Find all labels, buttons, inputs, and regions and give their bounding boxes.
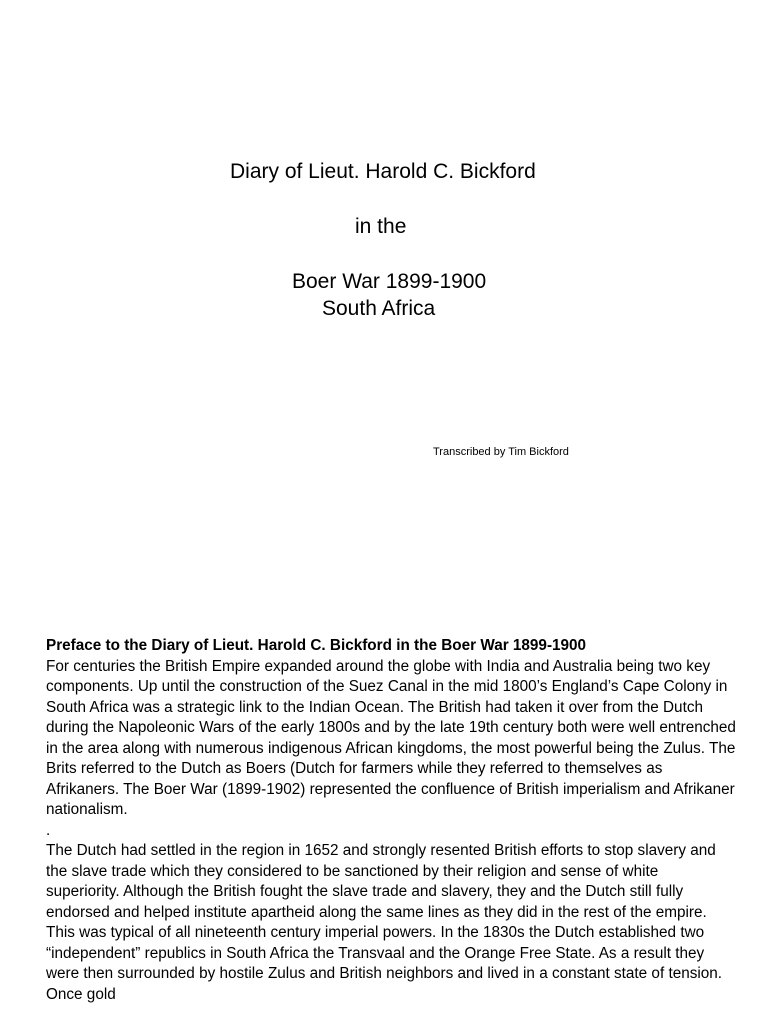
cover-title-line-4: South Africa xyxy=(322,297,436,320)
preface-paragraph-1: For centuries the British Empire expanded around the globe with India and Australia being two key components. Up until the construction of the Suez Canal in the mid 1800’s England’s Cape Colony in South Africa was a strategic link to the Indian Ocean. The British had taken it over from the Dutch during the Napoleonic Wars of the early 1800s and by the late 19th century both were well entrenched in the area along with numerous indigenous African kingdoms, the most powerful being the Zulus. The Brits referred to the Dutch as Boers (Dutch for farmers while they referred to themselves as Afrikaners. The Boer War (1899-1902) represented the confluence of British imperialism and Afrikaner nationalism. xyxy=(46,657,736,818)
preface-section xyxy=(46,636,736,1005)
preface-heading: Preface to the Diary of Lieut. Harold C. Bickford in the Boer War 1899-1900 xyxy=(46,637,587,654)
preface-paragraph-2: The Dutch had settled in the region in 1652 and strongly resented British efforts to stop slavery and the slave trade which they considered to be sanctioned by their religion and sense of white superiority. Although the British fought the slave trade and slavery, they and the Dutch still fully endorsed and helped institute apartheid along the same lines as they did in the rest of the empire. This was typical of all nineteenth century imperial powers. In the 1830s the Dutch established two “independent” republics in South Africa the Transvaal and the Orange Free State. As a result they were then surrounded by hostile Zulus and British neighbors and lived in a constant state of tension. Once gold xyxy=(46,842,723,1003)
cover-title-line-3: Boer War 1899-1900 xyxy=(292,270,487,293)
cover-title-line-2: in the xyxy=(355,215,407,238)
cover-title-line-1: Diary of Lieut. Harold C. Bickford xyxy=(230,160,536,183)
preface-separator: . xyxy=(46,821,51,839)
transcriber-credit: Transcribed by Tim Bickford xyxy=(433,446,569,458)
